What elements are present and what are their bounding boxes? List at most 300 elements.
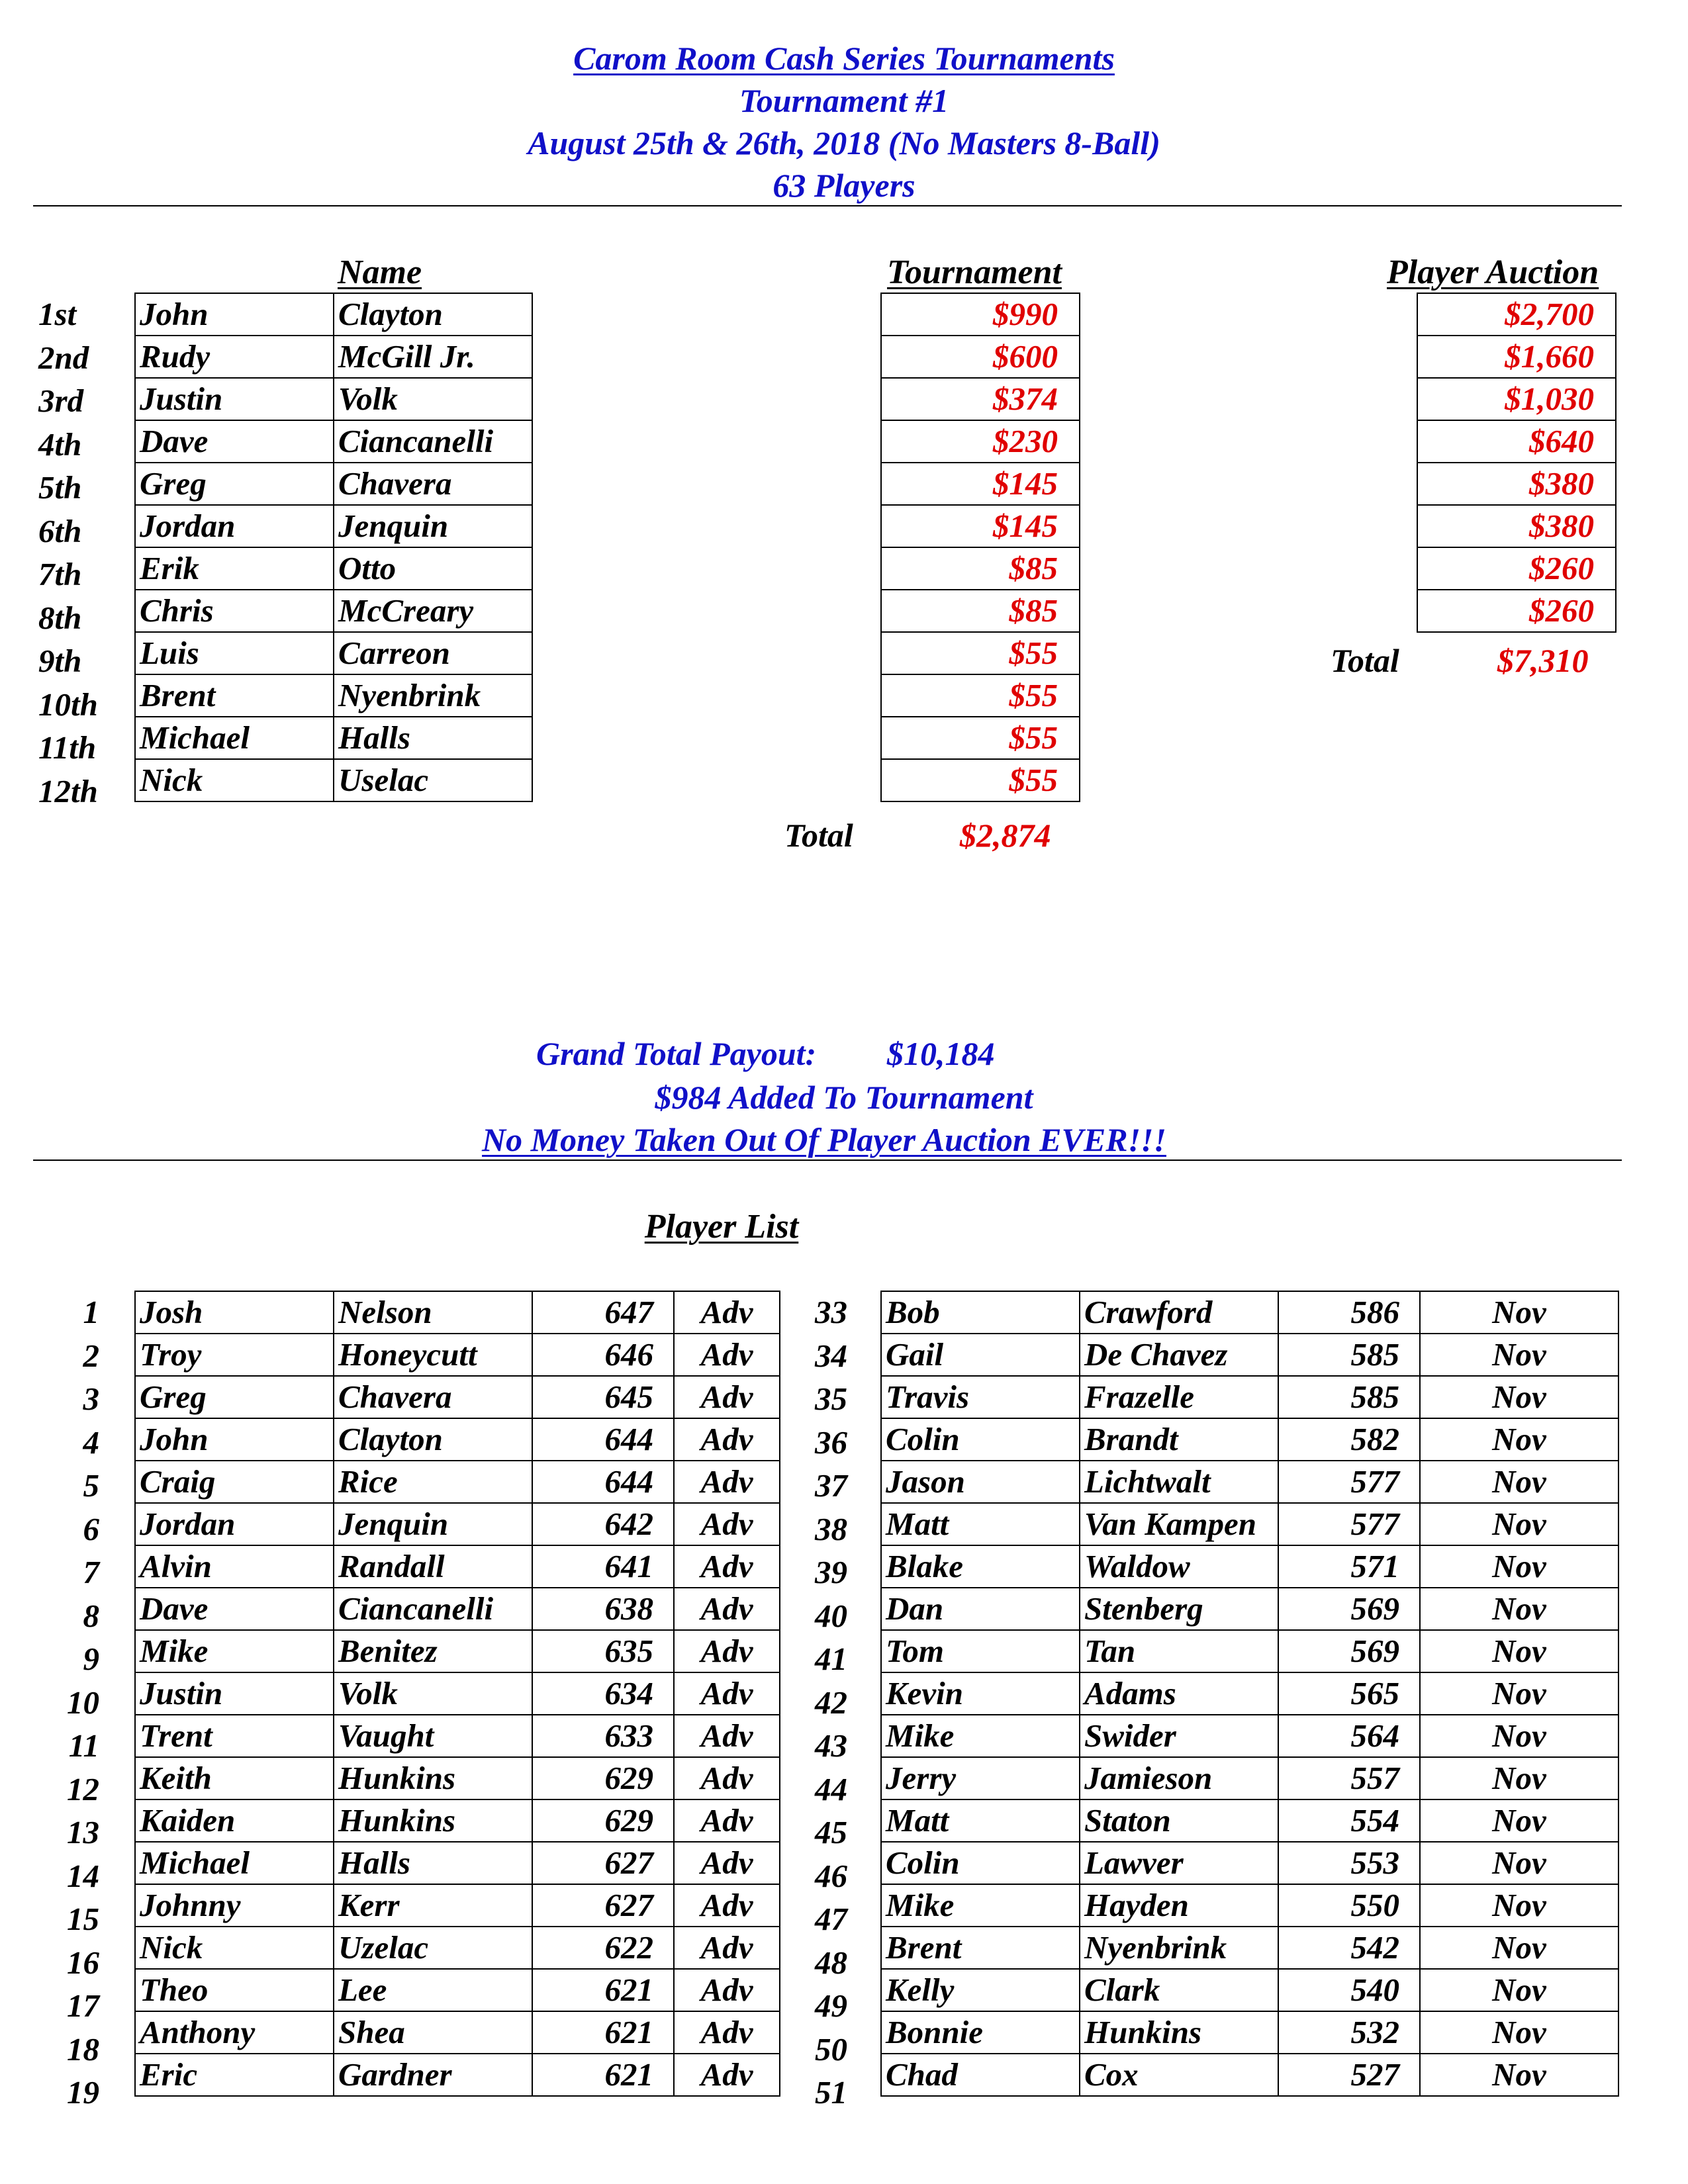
auction-payout: $640 <box>1417 420 1616 463</box>
first-name: Mike <box>881 1715 1080 1757</box>
player-row <box>135 2054 780 2096</box>
result-row <box>135 378 532 420</box>
last-name: Ciancanelli <box>334 420 532 463</box>
tournament-payout-row <box>881 590 1080 632</box>
player-row <box>881 1545 1618 1588</box>
first-name: Jerry <box>881 1757 1080 1799</box>
first-name: Dan <box>881 1588 1080 1630</box>
player-number: 8 <box>83 1597 99 1634</box>
skill-level: Adv <box>674 1588 780 1630</box>
rating: 622 <box>532 1927 674 1969</box>
tournament-payout: $230 <box>881 420 1080 463</box>
first-name: John <box>135 1418 334 1461</box>
first-name: Gail <box>881 1334 1080 1376</box>
first-name: Alvin <box>135 1545 334 1588</box>
rating: 585 <box>1278 1334 1420 1376</box>
player-number: 48 <box>815 1944 847 1981</box>
rating: 550 <box>1278 1884 1420 1927</box>
first-name: Colin <box>881 1418 1080 1461</box>
first-name: Chad <box>881 2054 1080 2096</box>
player-list-left-table <box>134 1291 780 2097</box>
result-row <box>135 420 532 463</box>
last-name: Waldow <box>1080 1545 1278 1588</box>
player-number: 41 <box>815 1641 847 1677</box>
last-name: Hayden <box>1080 1884 1278 1927</box>
auction-payout: $2,700 <box>1417 293 1616 336</box>
rating: 633 <box>532 1715 674 1757</box>
last-name: Nelson <box>334 1291 532 1334</box>
skill-level: Nov <box>1420 1334 1618 1376</box>
skill-level: Nov <box>1420 1418 1618 1461</box>
last-name: Adams <box>1080 1672 1278 1715</box>
player-number: 10 <box>67 1684 99 1721</box>
auction-payout-row <box>1417 293 1616 336</box>
skill-level: Nov <box>1420 1291 1618 1334</box>
first-name: Greg <box>135 463 334 505</box>
rating: 629 <box>532 1757 674 1799</box>
player-row <box>135 1291 780 1334</box>
tournament-payout: $85 <box>881 547 1080 590</box>
last-name: Hunkins <box>1080 2011 1278 2054</box>
tournament-payout: $55 <box>881 674 1080 717</box>
player-row <box>135 1461 780 1503</box>
player-row <box>881 1715 1618 1757</box>
player-row <box>881 1630 1618 1672</box>
player-row <box>881 1927 1618 1969</box>
skill-level: Nov <box>1420 1969 1618 2011</box>
skill-level: Adv <box>674 1418 780 1461</box>
player-row <box>881 1503 1618 1545</box>
skill-level: Nov <box>1420 1672 1618 1715</box>
grand-total-label: Grand Total Payout: <box>536 1035 817 1072</box>
first-name: Craig <box>135 1461 334 1503</box>
first-name: Nick <box>135 759 334 801</box>
player-number: 16 <box>67 1944 99 1981</box>
first-name: Greg <box>135 1376 334 1418</box>
last-name: Shea <box>334 2011 532 2054</box>
last-name: Chavera <box>334 463 532 505</box>
last-name: Carreon <box>334 632 532 674</box>
summary-divider <box>33 1160 1622 1161</box>
player-list-right-table <box>880 1291 1619 2097</box>
skill-level: Nov <box>1420 1927 1618 1969</box>
skill-level: Adv <box>674 2054 780 2096</box>
last-name: Hunkins <box>334 1757 532 1799</box>
first-name: Eric <box>135 2054 334 2096</box>
player-number: 51 <box>815 2074 847 2111</box>
player-number: 12 <box>67 1770 99 1807</box>
last-name: Tan <box>1080 1630 1278 1672</box>
skill-level: Adv <box>674 1927 780 1969</box>
first-name: Trent <box>135 1715 334 1757</box>
auction-payout: $1,660 <box>1417 336 1616 378</box>
tournament-total-value: $2,874 <box>960 817 1051 854</box>
player-row <box>881 1461 1618 1503</box>
last-name: Volk <box>334 378 532 420</box>
rating: 542 <box>1278 1927 1420 1969</box>
player-number: 34 <box>815 1337 847 1374</box>
player-row <box>881 1376 1618 1418</box>
first-name: John <box>135 293 334 336</box>
place-label: 2nd <box>38 339 89 376</box>
results-name-table <box>134 293 533 802</box>
first-name: Mike <box>881 1884 1080 1927</box>
skill-level: Adv <box>674 1376 780 1418</box>
player-number: 3 <box>83 1381 99 1417</box>
auction-total-value: $7,310 <box>1497 642 1589 679</box>
place-label: 10th <box>38 686 98 723</box>
first-name: Josh <box>135 1291 334 1334</box>
last-name: Brandt <box>1080 1418 1278 1461</box>
player-row <box>135 1545 780 1588</box>
player-number: 42 <box>815 1684 847 1721</box>
name-header: Name <box>338 253 422 291</box>
rating: 586 <box>1278 1291 1420 1334</box>
rating: 642 <box>532 1503 674 1545</box>
last-name: Gardner <box>334 2054 532 2096</box>
first-name: Blake <box>881 1545 1080 1588</box>
skill-level: Adv <box>674 1842 780 1884</box>
skill-level: Nov <box>1420 1842 1618 1884</box>
first-name: Justin <box>135 378 334 420</box>
last-name: Otto <box>334 547 532 590</box>
first-name: Tom <box>881 1630 1080 1672</box>
first-name: Erik <box>135 547 334 590</box>
last-name: Crawford <box>1080 1291 1278 1334</box>
skill-level: Nov <box>1420 2011 1618 2054</box>
player-number: 13 <box>67 1814 99 1850</box>
first-name: Johnny <box>135 1884 334 1927</box>
added-money-note: $984 Added To Tournament <box>655 1079 1033 1116</box>
auction-payout: $260 <box>1417 547 1616 590</box>
skill-level: Adv <box>674 1461 780 1503</box>
skill-level: Adv <box>674 1672 780 1715</box>
rating: 527 <box>1278 2054 1420 2096</box>
rating: 585 <box>1278 1376 1420 1418</box>
player-number: 9 <box>83 1641 99 1677</box>
first-name: Keith <box>135 1757 334 1799</box>
tournament-payout: $600 <box>881 336 1080 378</box>
player-number: 47 <box>815 1901 847 1937</box>
last-name: McGill Jr. <box>334 336 532 378</box>
rating: 540 <box>1278 1969 1420 2011</box>
player-row <box>135 1884 780 1927</box>
player-row <box>881 1842 1618 1884</box>
first-name: Chris <box>135 590 334 632</box>
auction-payout-row <box>1417 547 1616 590</box>
player-number: 2 <box>83 1337 99 1374</box>
skill-level: Nov <box>1420 1376 1618 1418</box>
skill-level: Adv <box>674 1799 780 1842</box>
rating: 577 <box>1278 1461 1420 1503</box>
player-count: 63 Players <box>773 167 915 204</box>
place-label: 11th <box>38 729 97 766</box>
result-row <box>135 717 532 759</box>
rating: 557 <box>1278 1757 1420 1799</box>
rating: 553 <box>1278 1842 1420 1884</box>
player-number: 46 <box>815 1857 847 1894</box>
player-number: 15 <box>67 1901 99 1937</box>
auction-payout-row <box>1417 463 1616 505</box>
player-number: 45 <box>815 1814 847 1850</box>
tournament-dates: August 25th & 26th, 2018 (No Masters 8-Ball) <box>528 124 1160 161</box>
rating: 646 <box>532 1334 674 1376</box>
skill-level: Nov <box>1420 1545 1618 1588</box>
last-name: Nyenbrink <box>1080 1927 1278 1969</box>
player-number: 50 <box>815 2030 847 2068</box>
rating: 621 <box>532 2011 674 2054</box>
rating: 627 <box>532 1842 674 1884</box>
place-label: 3rd <box>38 383 84 419</box>
auction-payout: $380 <box>1417 463 1616 505</box>
skill-level: Adv <box>674 1884 780 1927</box>
last-name: Lawver <box>1080 1842 1278 1884</box>
last-name: Clayton <box>334 293 532 336</box>
result-row <box>135 547 532 590</box>
rating: 621 <box>532 2054 674 2096</box>
last-name: Van Kampen <box>1080 1503 1278 1545</box>
first-name: Michael <box>135 717 334 759</box>
skill-level: Nov <box>1420 1884 1618 1927</box>
first-name: Bonnie <box>881 2011 1080 2054</box>
player-row <box>881 1588 1618 1630</box>
player-number: 4 <box>83 1424 99 1461</box>
skill-level: Nov <box>1420 1757 1618 1799</box>
player-number: 43 <box>815 1727 847 1764</box>
result-row <box>135 632 532 674</box>
player-number: 35 <box>815 1381 847 1417</box>
result-row <box>135 505 532 547</box>
tournament-total-label: Total <box>784 817 853 854</box>
rating: 564 <box>1278 1715 1420 1757</box>
auction-total-label: Total <box>1331 642 1399 679</box>
auction-payout: $260 <box>1417 590 1616 632</box>
last-name: Jenquin <box>334 505 532 547</box>
first-name: Troy <box>135 1334 334 1376</box>
skill-level: Adv <box>674 1291 780 1334</box>
first-name: Brent <box>135 674 334 717</box>
last-name: Honeycutt <box>334 1334 532 1376</box>
player-row <box>135 1334 780 1376</box>
last-name: Lichtwalt <box>1080 1461 1278 1503</box>
first-name: Michael <box>135 1842 334 1884</box>
rating: 627 <box>532 1884 674 1927</box>
place-label: 7th <box>38 556 82 592</box>
auction-payout-row <box>1417 378 1616 420</box>
player-row <box>135 1418 780 1461</box>
skill-level: Nov <box>1420 1630 1618 1672</box>
auction-note: No Money Taken Out Of Player Auction EVER!!! <box>482 1121 1166 1158</box>
last-name: De Chavez <box>1080 1334 1278 1376</box>
player-row <box>135 1672 780 1715</box>
player-row <box>881 1672 1618 1715</box>
first-name: Matt <box>881 1799 1080 1842</box>
player-row <box>135 1757 780 1799</box>
last-name: Ciancanelli <box>334 1588 532 1630</box>
player-row <box>135 1927 780 1969</box>
auction-payout-row <box>1417 420 1616 463</box>
first-name: Dave <box>135 1588 334 1630</box>
tournament-payout-row <box>881 378 1080 420</box>
skill-level: Adv <box>674 1715 780 1757</box>
player-row <box>881 2011 1618 2054</box>
last-name: Vaught <box>334 1715 532 1757</box>
last-name: Rice <box>334 1461 532 1503</box>
tournament-payout: $55 <box>881 632 1080 674</box>
last-name: Chavera <box>334 1376 532 1418</box>
last-name: Jenquin <box>334 1503 532 1545</box>
last-name: Swider <box>1080 1715 1278 1757</box>
player-number: 17 <box>67 1987 99 2024</box>
player-number: 14 <box>67 1857 99 1894</box>
rating: 634 <box>532 1672 674 1715</box>
rating: 571 <box>1278 1545 1420 1588</box>
tournament-payout-row <box>881 674 1080 717</box>
first-name: Theo <box>135 1969 334 2011</box>
rating: 577 <box>1278 1503 1420 1545</box>
auction-payout-row <box>1417 590 1616 632</box>
rating: 647 <box>532 1291 674 1334</box>
place-label: 6th <box>38 512 82 549</box>
tournament-payout-row <box>881 632 1080 674</box>
first-name: Justin <box>135 1672 334 1715</box>
player-row <box>135 1969 780 2011</box>
auction-payout: $380 <box>1417 505 1616 547</box>
doc-title: Carom Room Cash Series Tournaments <box>573 40 1115 77</box>
place-label: 8th <box>38 599 82 636</box>
first-name: Matt <box>881 1503 1080 1545</box>
first-name: Bob <box>881 1291 1080 1334</box>
player-number: 40 <box>815 1597 847 1634</box>
player-row <box>881 1334 1618 1376</box>
skill-level: Adv <box>674 1545 780 1588</box>
rating: 629 <box>532 1799 674 1842</box>
place-label: 4th <box>38 426 82 463</box>
rating: 644 <box>532 1418 674 1461</box>
player-number: 7 <box>83 1554 99 1590</box>
last-name: Kerr <box>334 1884 532 1927</box>
rating: 645 <box>532 1376 674 1418</box>
player-list-title: Player List <box>644 1208 799 1246</box>
tournament-payout-row <box>881 293 1080 336</box>
tournament-payout-row <box>881 759 1080 801</box>
last-name: Frazelle <box>1080 1376 1278 1418</box>
auction-header: Player Auction <box>1387 253 1599 291</box>
rating: 569 <box>1278 1588 1420 1630</box>
last-name: Halls <box>334 717 532 759</box>
header-divider <box>33 205 1622 206</box>
player-number: 5 <box>83 1467 99 1504</box>
last-name: Hunkins <box>334 1799 532 1842</box>
auction-payout-row <box>1417 336 1616 378</box>
player-number: 36 <box>815 1424 847 1461</box>
player-row <box>881 1418 1618 1461</box>
tournament-payout: $55 <box>881 759 1080 801</box>
player-number: 49 <box>815 1987 847 2024</box>
player-number: 11 <box>68 1727 99 1764</box>
player-number: 33 <box>815 1294 847 1330</box>
first-name: Kaiden <box>135 1799 334 1842</box>
first-name: Jordan <box>135 1503 334 1545</box>
last-name: Clark <box>1080 1969 1278 2011</box>
player-number: 37 <box>815 1467 847 1504</box>
last-name: Uselac <box>334 759 532 801</box>
first-name: Dave <box>135 420 334 463</box>
last-name: Randall <box>334 1545 532 1588</box>
last-name: McCreary <box>334 590 532 632</box>
skill-level: Nov <box>1420 1799 1618 1842</box>
first-name: Anthony <box>135 2011 334 2054</box>
tournament-payout-row <box>881 463 1080 505</box>
player-row <box>135 1503 780 1545</box>
player-number: 1 <box>83 1294 99 1330</box>
rating: 569 <box>1278 1630 1420 1672</box>
last-name: Jamieson <box>1080 1757 1278 1799</box>
skill-level: Adv <box>674 2011 780 2054</box>
skill-level: Nov <box>1420 1715 1618 1757</box>
tournament-payout: $145 <box>881 463 1080 505</box>
tournament-payout-row <box>881 420 1080 463</box>
player-number: 19 <box>67 2074 99 2111</box>
player-row <box>881 2054 1618 2096</box>
skill-level: Adv <box>674 1757 780 1799</box>
first-name: Jordan <box>135 505 334 547</box>
skill-level: Nov <box>1420 1588 1618 1630</box>
first-name: Brent <box>881 1927 1080 1969</box>
last-name: Lee <box>334 1969 532 2011</box>
player-row <box>881 1969 1618 2011</box>
tournament-payout-row <box>881 547 1080 590</box>
first-name: Mike <box>135 1630 334 1672</box>
player-number: 18 <box>67 2030 99 2068</box>
rating: 582 <box>1278 1418 1420 1461</box>
skill-level: Nov <box>1420 1503 1618 1545</box>
rating: 644 <box>532 1461 674 1503</box>
player-auction-table <box>1417 293 1617 633</box>
first-name: Nick <box>135 1927 334 1969</box>
player-row <box>881 1884 1618 1927</box>
player-row <box>135 1842 780 1884</box>
first-name: Rudy <box>135 336 334 378</box>
player-number: 44 <box>815 1770 847 1807</box>
result-row <box>135 674 532 717</box>
tournament-payout: $990 <box>881 293 1080 336</box>
rating: 635 <box>532 1630 674 1672</box>
result-row <box>135 759 532 801</box>
result-row <box>135 336 532 378</box>
player-row <box>135 1376 780 1418</box>
result-row <box>135 590 532 632</box>
first-name: Luis <box>135 632 334 674</box>
result-row <box>135 463 532 505</box>
player-number: 39 <box>815 1554 847 1590</box>
player-row <box>881 1757 1618 1799</box>
last-name: Clayton <box>334 1418 532 1461</box>
first-name: Colin <box>881 1842 1080 1884</box>
player-row <box>135 1715 780 1757</box>
tournament-payout-row <box>881 505 1080 547</box>
tournament-payout: $374 <box>881 378 1080 420</box>
rating: 554 <box>1278 1799 1420 1842</box>
auction-payout-row <box>1417 505 1616 547</box>
rating: 565 <box>1278 1672 1420 1715</box>
last-name: Benitez <box>334 1630 532 1672</box>
skill-level: Adv <box>674 1630 780 1672</box>
first-name: Kelly <box>881 1969 1080 2011</box>
skill-level: Adv <box>674 1503 780 1545</box>
skill-level: Nov <box>1420 2054 1618 2096</box>
place-label: 1st <box>38 296 77 332</box>
